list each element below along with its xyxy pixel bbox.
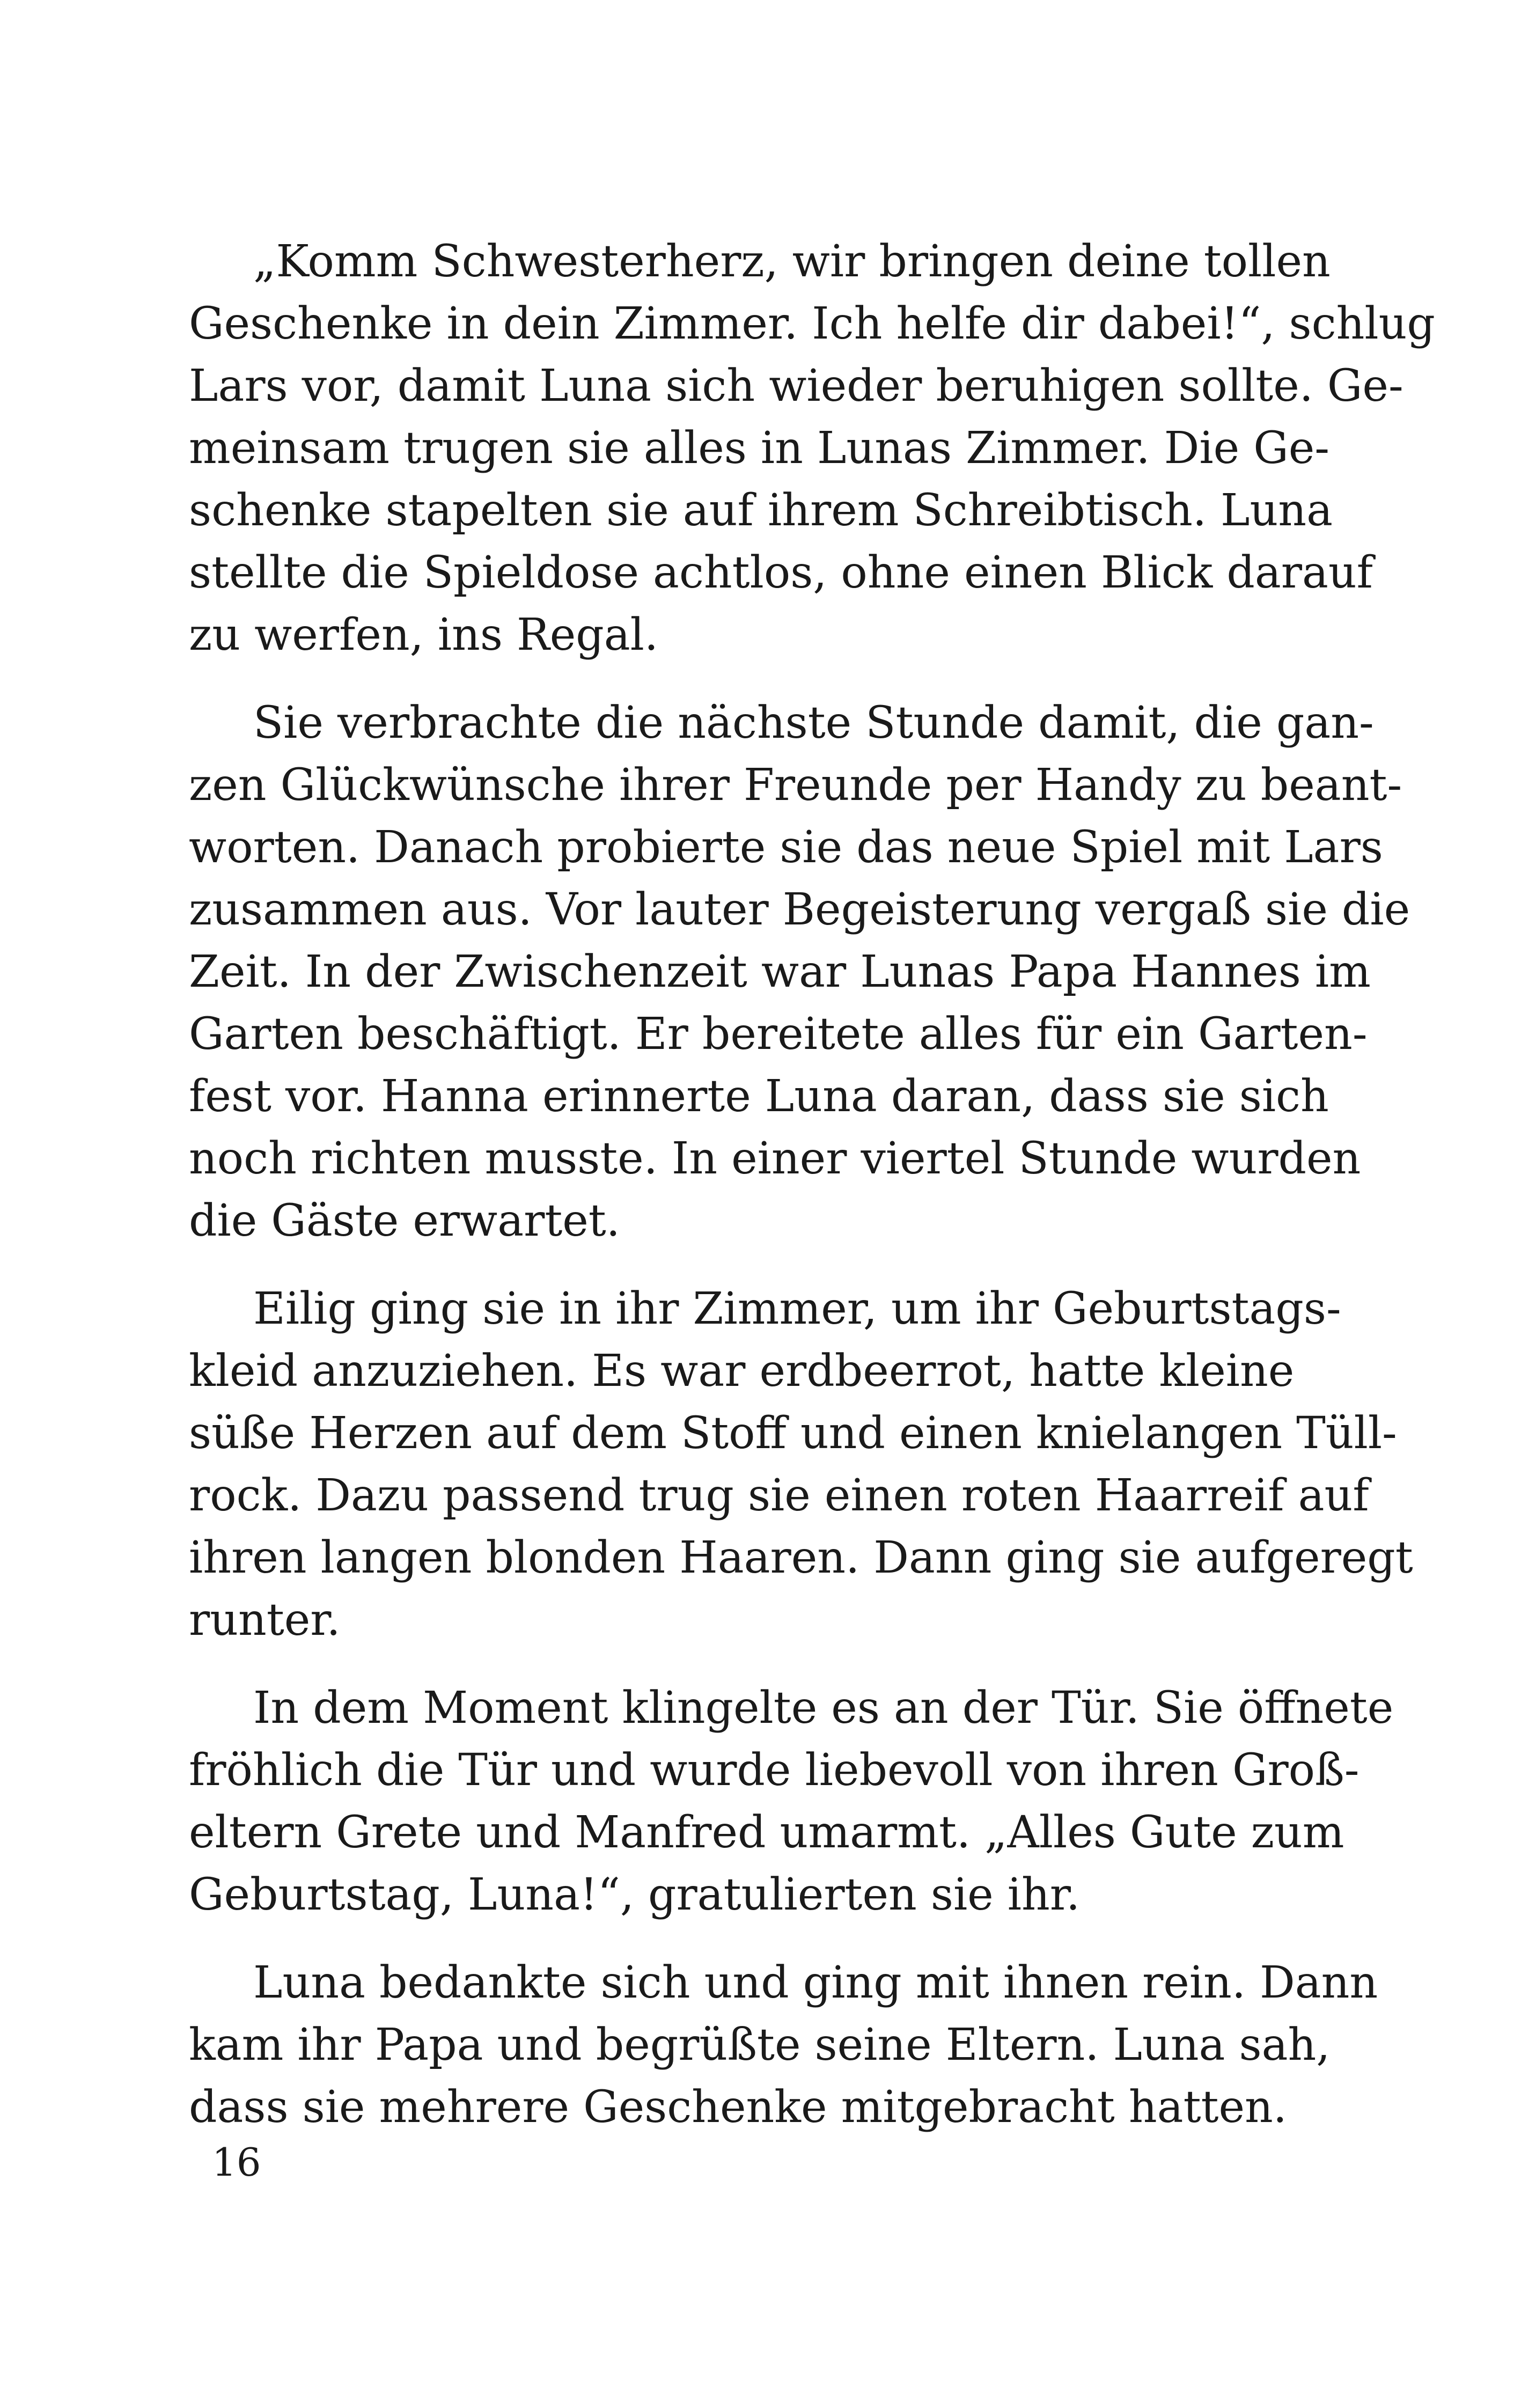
text-line: Geschenke in dein Zimmer. Ich helfe dir dabei!“, schlug [189,298,1435,349]
text-line: Luna bedankte sich und ging mit ihnen rein. Dann [253,1957,1378,2008]
text-line: fröhlich die Tür und wurde liebevoll von ihren Groß- [189,1745,1360,1796]
text-line: zen Glückwünsche ihrer Freunde per Handy zu beant- [189,760,1402,811]
text-line: zu werfen, ins Regal. [189,610,658,660]
text-line: In dem Moment klingelte es an der Tür. Sie öffnete [253,1683,1394,1734]
paragraph-2 [189,692,1410,1252]
paragraph-4 [189,1677,1394,1926]
text-line: Sie verbrachte die nächste Stunde damit, die gan- [253,698,1374,748]
text-line: die Gäste erwartet. [189,1195,620,1246]
text-line: Geburtstag, Luna!“, gratulierten sie ihr. [189,1869,1081,1920]
text-line: meinsam trugen sie alles in Lunas Zimmer. Die Ge- [189,423,1329,474]
text-line: kleid anzuziehen. Es war erdbeerrot, hatte kleine [189,1346,1295,1397]
text-line: Garten beschäftigt. Er bereitete alles für ein Garten- [189,1009,1368,1060]
body-text [189,231,1435,2164]
text-line: kam ihr Papa und begrüßte seine Eltern. Luna sah, [189,2020,1331,2071]
text-line: Lars vor, damit Luna sich wieder beruhigen sollte. Ge- [189,361,1404,412]
text-line: dass sie mehrere Geschenke mitgebracht hatten. [189,2082,1287,2133]
text-line: Zeit. In der Zwischenzeit war Lunas Papa Hannes im [189,946,1371,997]
text-line: ihren langen blonden Haaren. Dann ging sie aufgeregt [189,1532,1413,1583]
text-line: fest vor. Hanna erinnerte Luna daran, dass sie sich [189,1071,1329,1122]
text-line: rock. Dazu passend trug sie einen roten Haarreif auf [189,1470,1369,1521]
text-line: worten. Danach probierte sie das neue Spiel mit Lars [189,822,1383,873]
text-line: süße Herzen auf dem Stoff und einen knielangen Tüll- [189,1408,1397,1459]
paragraph-3 [189,1278,1413,1651]
paragraph-1 [189,231,1435,666]
text-line: zusammen aus. Vor lauter Begeisterung vergaß sie die [189,884,1410,935]
text-line: noch richten musste. In einer viertel Stunde wurden [189,1133,1361,1184]
text-line: eltern Grete und Manfred umarmt. „Alles Gute zum [189,1807,1344,1858]
text-line: Eilig ging sie in ihr Zimmer, um ihr Geburtstags- [253,1283,1341,1334]
text-line: „Komm Schwesterherz, wir bringen deine tollen [253,236,1331,287]
text-line: runter. [189,1595,341,1646]
paragraph-5 [189,1952,1378,2139]
page-number: 16 [212,2140,261,2185]
text-line: schenke stapelten sie auf ihrem Schreibtisch. Luna [189,485,1333,536]
text-line: stellte die Spieldose achtlos, ohne einen Blick darauf [189,547,1373,598]
